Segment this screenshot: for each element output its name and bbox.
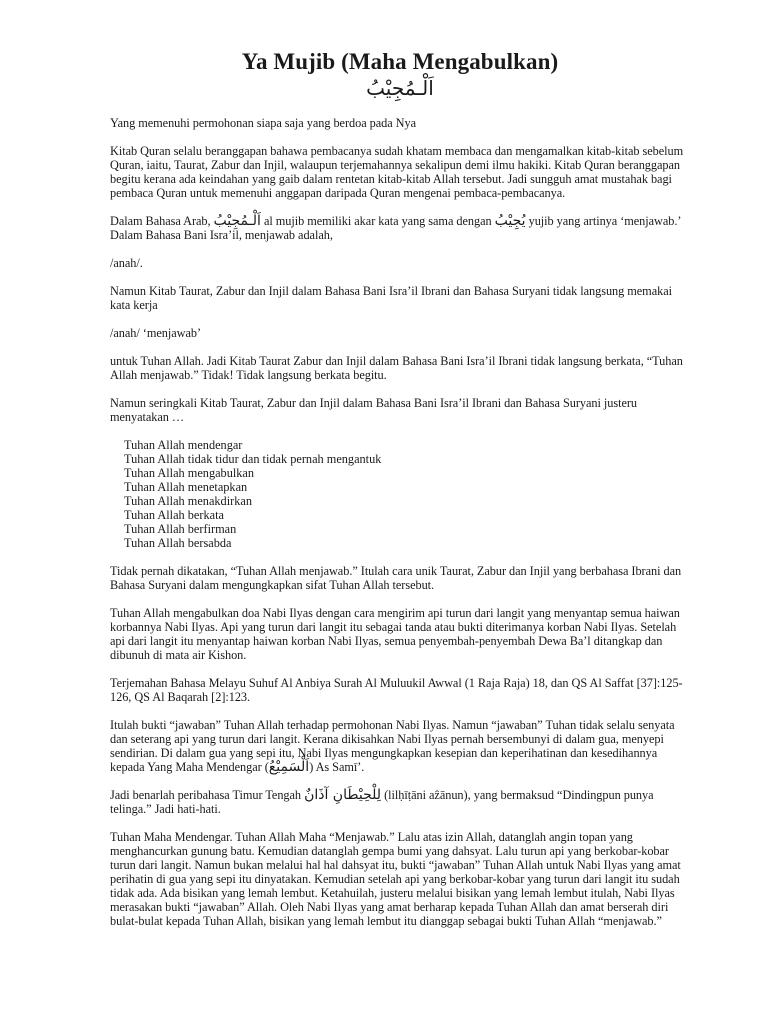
arabic-proverb: لِلْحِيْطَانِ آذَانٌ bbox=[304, 787, 382, 803]
text-segment: Dalam Bahasa Arab, bbox=[110, 214, 214, 228]
paragraph-peribahasa bbox=[110, 788, 690, 816]
text-segment: ) As Samī’. bbox=[309, 760, 365, 774]
paragraph-nabi-ilyas: Tuhan Allah mengabulkan doa Nabi Ilyas dengan cara mengirim api turun dari langit yang menyantap semua haiwan korbannya Nabi Ilyas. Api yang turun dari langit itu sebagai tanda atau bukti diterimanya korban Nabi Ilyas. Setelah api dari langit itu menyantap haiwan korban Nabi Ilyas, semua penyembah-penyembah Dewa Ba’l ditangkap dan dibunuh di mata air Kishon. bbox=[110, 606, 680, 662]
paragraph-maha-mendengar: Tuhan Maha Mendengar. Tuhan Allah Maha “Menjawab.” Lalu atas izin Allah, datanglah angin topan yang menghancurkan gunung batu. Kemudian datanglah gempa bumi yang dahsyat. Lalu turun api yang berkobar-kobar turun dari langit. Namun bukan melalui hal hal dahsyat itu, bukti “jawaban” Tuhan Allah untuk Nabi Ilyas yang amat perihatin di gua yang sepi itu dinyatakan. Kemudian setelah api yang berkobar-kobar yang turun dari langit itu sudah tidak ada. Ada bisikan yang lemah lembut. Ketahuilah, justeru melalui bisikan yang lemah lembut itulah, Nabi Ilyas merasakan bukti “jawaban” Allah. Oleh Nabi Ilyas yang amat berharap kepada Tuhan Allah dan amat berserah diri bulat-bulat kepada Tuhan Allah, bisikan yang lemah lembut itu dianggap sebagai bukti Tuhan Allah “menjawab.” bbox=[110, 830, 681, 928]
list-item: Tuhan Allah berfirman bbox=[124, 522, 237, 536]
paragraph-quran: Kitab Quran selalu beranggapan bahawa pembacanya sudah khatam membaca dan mengamalkan kitab-kitab sebelum Quran, iaitu, Taurat, Zabur dan Injil, walaupun terjemahannya sekalipun demi ilmu hakiki. Kitab Quran beranggapan begitu kerana ada keindahan yang gaib dalam rentetan kitab-kitab Allah tersebut. Jadi sungguh amat mustahak bagi pembaca Quran untuk memenuhi anggapan daripada Quran mengenai pembaca-pembacanya. bbox=[110, 144, 684, 200]
attributes-list bbox=[124, 438, 690, 550]
document-page bbox=[110, 48, 690, 942]
list-item: Tuhan Allah berkata bbox=[124, 508, 224, 522]
list-item: Tuhan Allah bersabda bbox=[124, 536, 232, 550]
paragraph-anah: /anah/. bbox=[110, 256, 143, 270]
text-segment: (lilḥīṭāni aẑānun), yang bermaksud “Dindingpun punya telinga.” Jadi hati-hati. bbox=[110, 788, 654, 816]
paragraph-tidak-pernah: Tidak pernah dikatakan, “Tuhan Allah menjawab.” Itulah cara unik Taurat, Zabur dan Injil yang berbahasa Ibrani dan Bahasa Suryani dalam mengungkapkan sifat Tuhan Allah tersebut. bbox=[110, 564, 682, 592]
text-segment: yujib yang artinya ‘menjawab.’ Dalam Bahasa Bani Isra’il, menjawab adalah, bbox=[110, 214, 681, 242]
paragraph-untuk-tuhan: untuk Tuhan Allah. Jadi Kitab Taurat Zabur dan Injil dalam Bahasa Bani Isra’il Ibrani tidak langsung berkata, “Tuhan Allah menjawab.” Tidak! Tidak langsung berkata begitu. bbox=[110, 354, 683, 382]
list-item: Tuhan Allah mengabulkan bbox=[124, 466, 255, 480]
arabic-word-al-mujib: اَلْـمُجِيْبُ bbox=[213, 213, 261, 229]
intro-paragraph: Yang memenuhi permohonan siapa saja yang berdoa pada Nya bbox=[110, 116, 417, 130]
arabic-word-as-sami: اَلْسَمِيْعُ bbox=[268, 759, 310, 775]
list-item: Tuhan Allah tidak tidur dan tidak pernah mengantuk bbox=[124, 452, 382, 466]
paragraph-terjemahan: Terjemahan Bahasa Melayu Suhuf Al Anbiya Surah Al Muluukil Awwal (1 Raja Raja) 18, dan QS Al Saffat [37]:125-126, QS Al Baqarah [2]:123. bbox=[110, 676, 683, 704]
page-title: Ya Mujib (Maha Mengabulkan) bbox=[241, 49, 559, 74]
list-item: Tuhan Allah mendengar bbox=[124, 438, 243, 452]
text-segment: Itulah bukti “jawaban” Tuhan Allah terhadap permohonan Nabi Ilyas. Namun “jawaban” Tuhan tidak selalu senyata dan seterang api yang turun dari langit. Kerana dikisahkan Nabi Ilyas pernah bersembunyi di dalam gua, menyepi sendirian. Di dalam gua yang sepi itu, Nabi Ilyas mengungkapkan kesepian dan keperihatinan dan kesedihannya kepada Yang Maha Mendengar ( bbox=[110, 718, 675, 774]
paragraph-kata-kerja: Namun Kitab Taurat, Zabur dan Injil dalam Bahasa Bani Isra’il Ibrani dan Bahasa Suryani tidak langsung memakai kata kerja bbox=[110, 284, 672, 312]
text-segment: Jadi benarlah peribahasa Timur Tengah bbox=[110, 788, 305, 802]
list-item: Tuhan Allah menakdirkan bbox=[124, 494, 252, 508]
list-item: Tuhan Allah menetapkan bbox=[124, 480, 248, 494]
title-arabic: اَلْـمُجِيْبُ bbox=[366, 76, 434, 100]
paragraph-seringkali: Namun seringkali Kitab Taurat, Zabur dan Injil dalam Bahasa Bani Isra’il Ibrani dan Bahasa Suryani justeru menyatakan … bbox=[110, 396, 638, 424]
paragraph-jawaban bbox=[110, 718, 690, 774]
text-segment: al mujib memiliki akar kata yang sama dengan bbox=[260, 214, 495, 228]
paragraph-anah-menjawab: /anah/ ‘menjawab’ bbox=[110, 326, 201, 340]
arabic-word-yujib: يُجِيْبُ bbox=[494, 213, 526, 229]
paragraph-arabic-root bbox=[110, 214, 690, 242]
